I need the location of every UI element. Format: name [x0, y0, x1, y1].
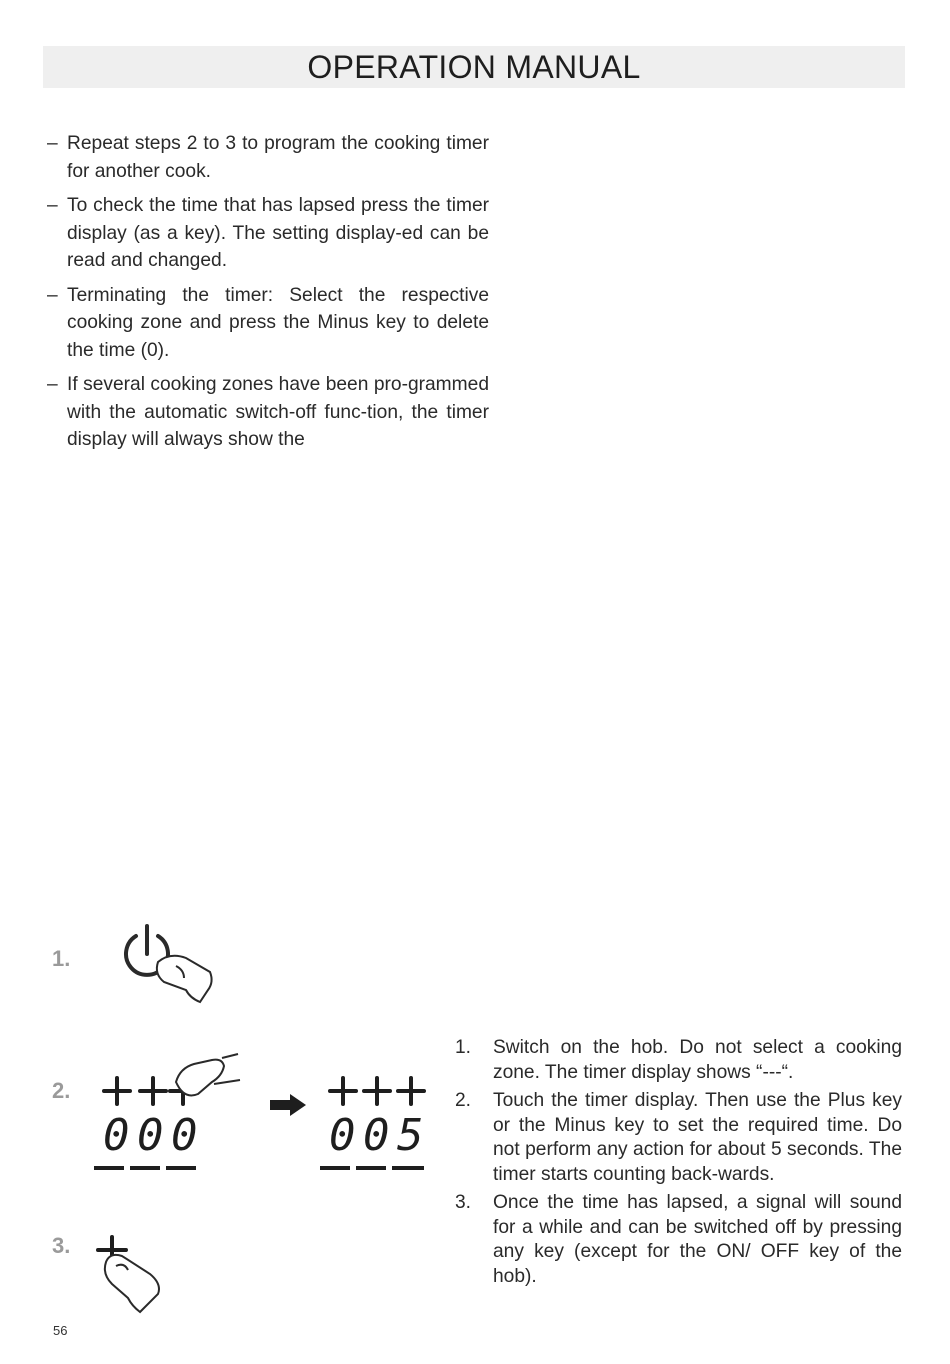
- step-item: [455, 1089, 902, 1187]
- bullet-text: Terminating the timer: Select the respective cooking zone and press the Minus key to delete the time (0).: [67, 284, 489, 361]
- finger-press-icon: [157, 956, 212, 1002]
- plus-key-icon: [330, 1078, 424, 1104]
- step-item: [455, 1036, 902, 1085]
- page-number: 56: [53, 1323, 68, 1338]
- timer-digit: 0: [329, 1110, 356, 1161]
- figure-step-label: 3.: [52, 1233, 71, 1258]
- page-title: OPERATION MANUAL: [307, 48, 641, 85]
- step-text: Once the time has lapsed, a signal will sound for a while and can be switched off by pressing any key (except for the ON/ OFF key of the hob).: [493, 1192, 902, 1287]
- figure-step-label: 2.: [52, 1078, 71, 1103]
- finger-press-icon: [105, 1255, 159, 1312]
- bullet-text: To check the time that has lapsed press the timer display (as a key). The setting display-ed can be read and changed.: [67, 195, 489, 271]
- step-number: 2.: [455, 1090, 472, 1111]
- timer-digit: 0: [103, 1110, 130, 1161]
- step-text: Switch on the hob. Do not select a cooking zone. The timer display shows “---“.: [493, 1037, 902, 1083]
- figure-step-label: 1.: [52, 946, 71, 971]
- bullet-text: Repeat steps 2 to 3 to program the cooking timer for another cook.: [67, 133, 489, 182]
- step-text: Touch the timer display. Then use the Plus key or the Minus key to set the required time. Do not perform any action for about 5 seconds. The timer starts counting back-wards.: [493, 1090, 902, 1185]
- bullet-dash: –: [47, 374, 58, 395]
- timer-digit: 0: [171, 1110, 198, 1161]
- step-number: 3.: [455, 1192, 472, 1213]
- bullet-dash: –: [47, 133, 58, 154]
- instruction-steps: [455, 1036, 902, 1293]
- bullet-dash: –: [47, 195, 58, 216]
- step-item: [455, 1191, 902, 1289]
- finger-press-icon: [176, 1054, 240, 1096]
- timer-digit: 0: [137, 1110, 164, 1161]
- bullet-text: If several cooking zones have been pro-grammed with the automatic switch-off func-tion, the timer display will always show the: [67, 374, 489, 450]
- bullet-dash: –: [47, 284, 58, 306]
- step-number: 1.: [455, 1037, 472, 1058]
- timer-digit: 5: [397, 1110, 424, 1161]
- timer-digit: 0: [363, 1110, 390, 1161]
- arrow-right-icon: [270, 1094, 306, 1116]
